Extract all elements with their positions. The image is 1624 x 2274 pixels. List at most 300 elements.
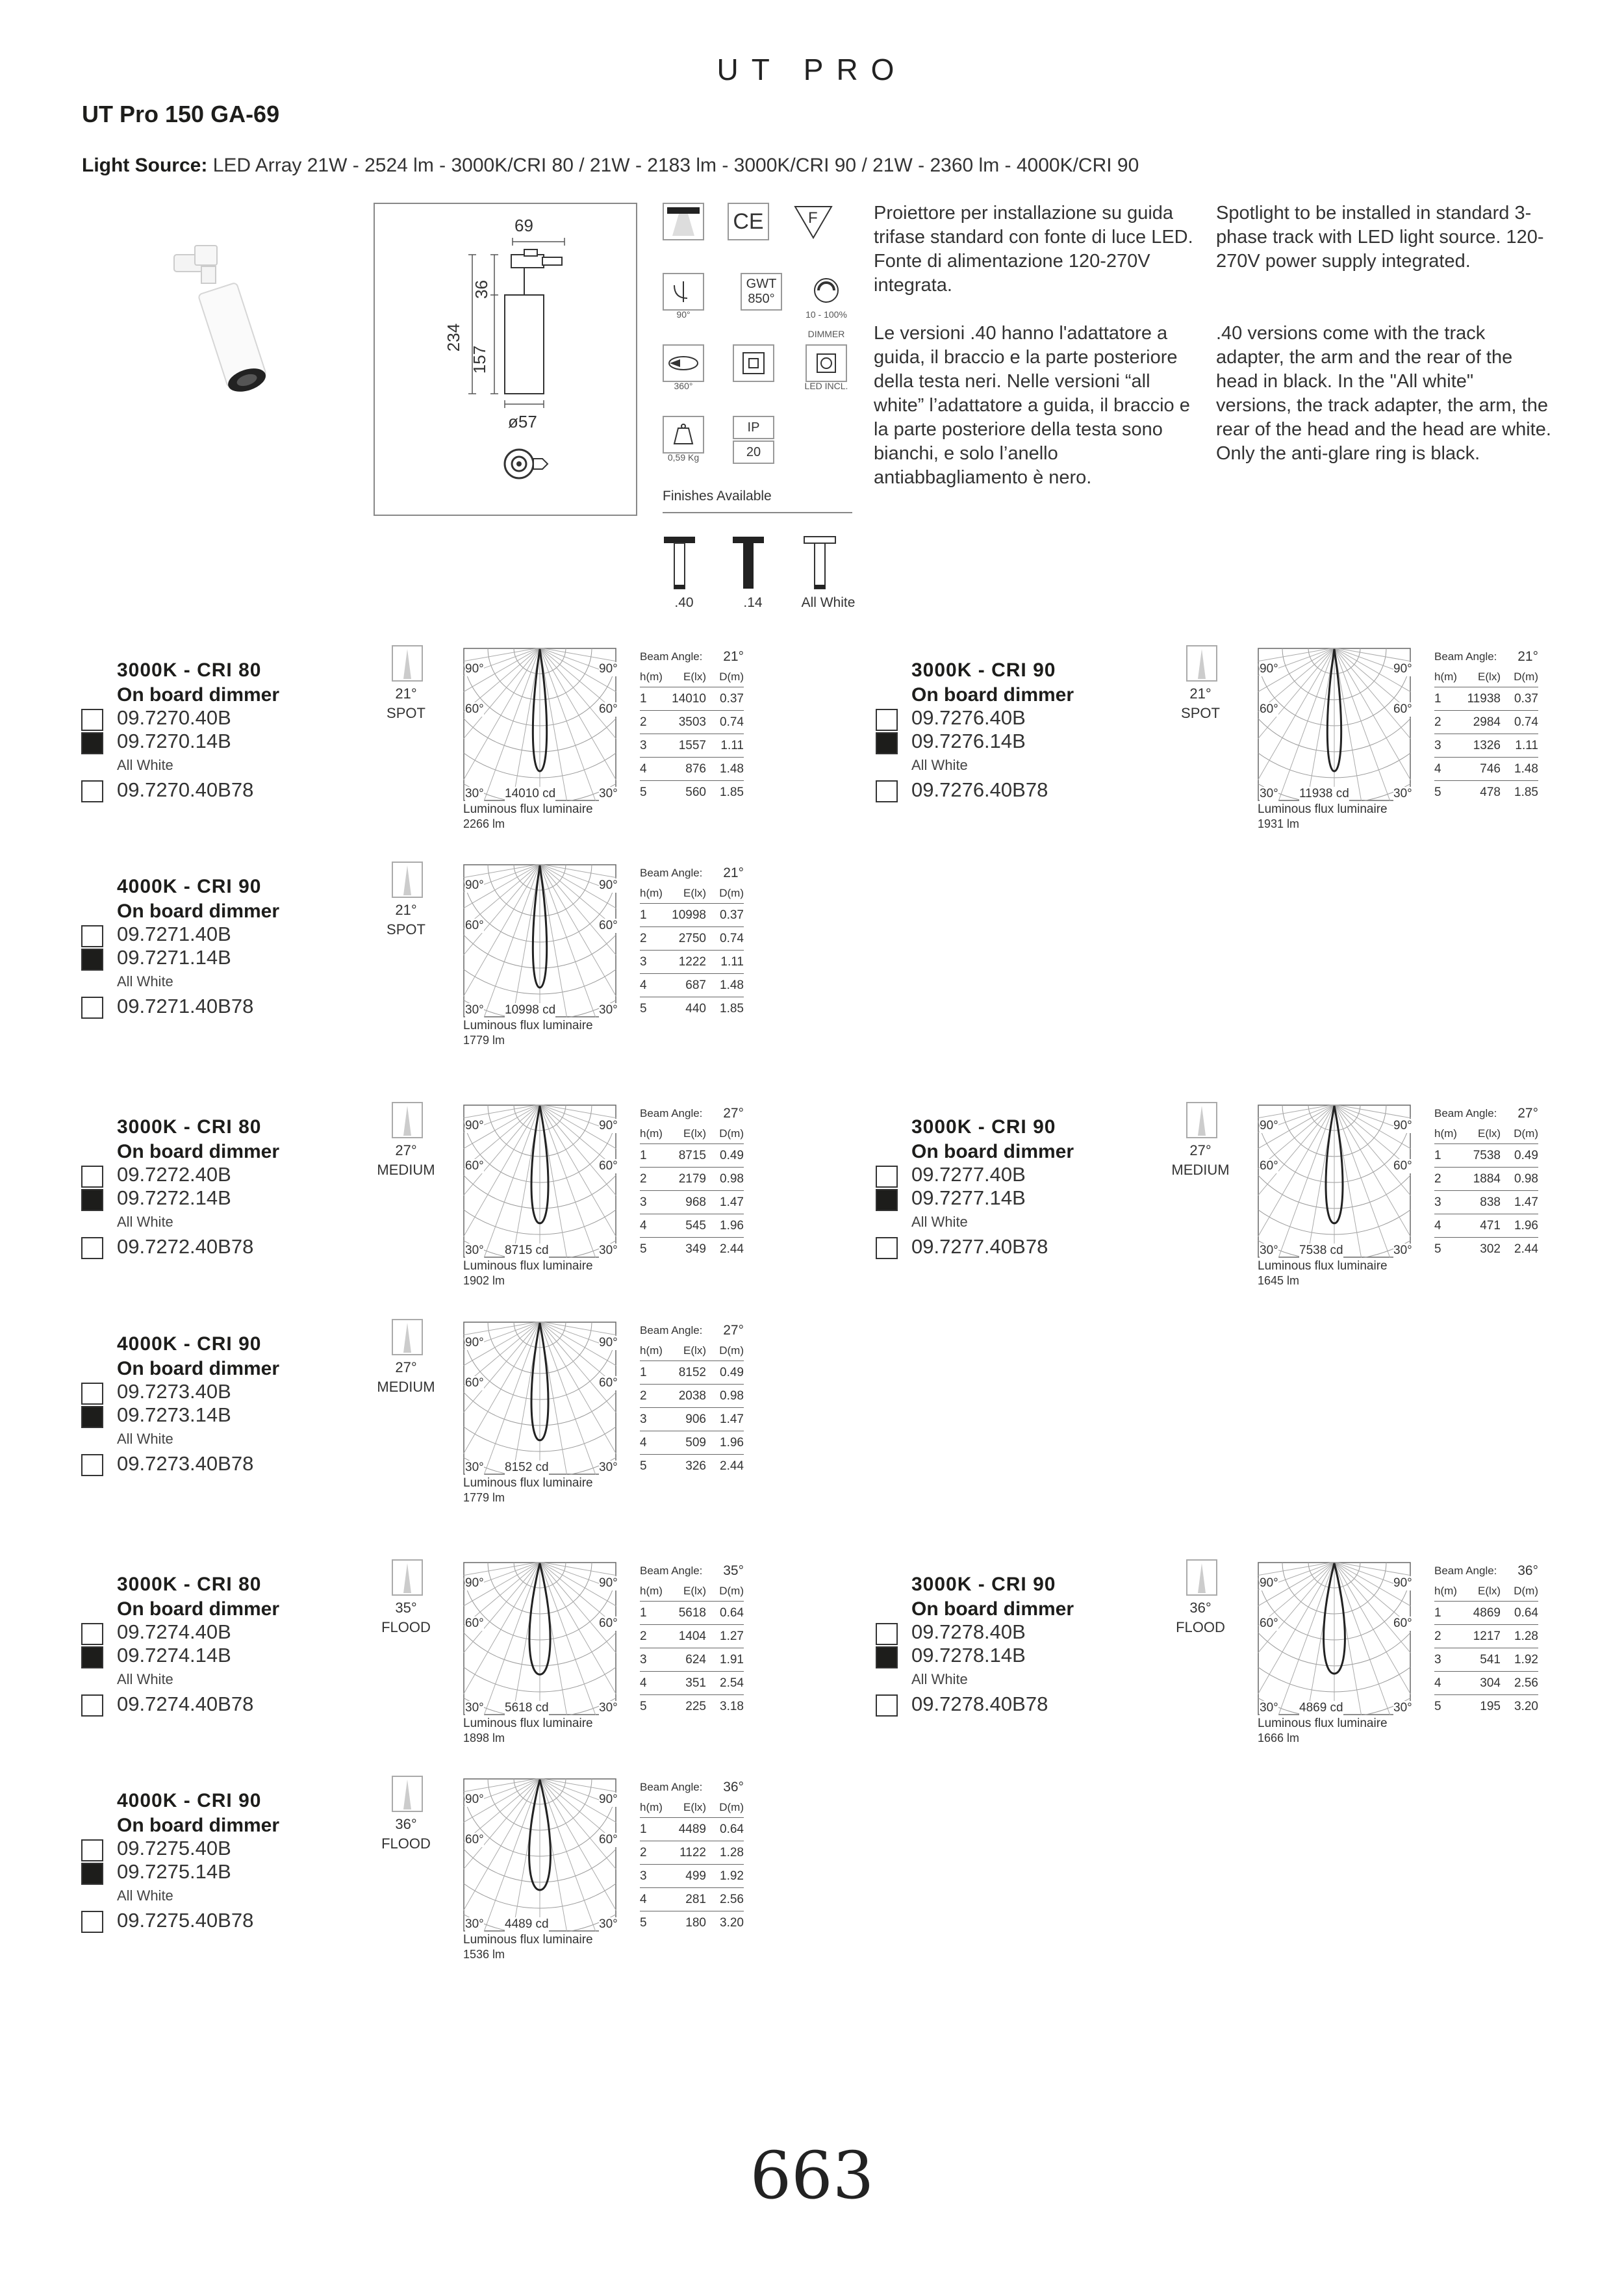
- cell-e: 1217: [1473, 1629, 1501, 1643]
- col-d: D(m): [719, 671, 744, 683]
- tilt-caption: 90°: [676, 309, 691, 320]
- beam-type: MEDIUM: [377, 1379, 435, 1395]
- col-e: E(lx): [1478, 1585, 1501, 1597]
- polar-label-30-left: 30°: [465, 1701, 484, 1715]
- cell-h: 3: [640, 1869, 647, 1883]
- cell-e: 471: [1480, 1218, 1501, 1233]
- ce-icon: CE: [728, 203, 769, 240]
- table-header: [640, 1341, 744, 1361]
- cell-e: 1222: [678, 954, 706, 969]
- table-row: [640, 1361, 744, 1385]
- polar-diagram: [1258, 1105, 1411, 1258]
- cell-h: 1: [1434, 1605, 1441, 1620]
- variant-title: 3000K - CRI 80: [117, 1574, 262, 1595]
- beam-degree: 27°: [395, 1142, 417, 1158]
- col-d: D(m): [1514, 1127, 1538, 1140]
- col-h: h(m): [640, 1127, 663, 1140]
- table-header: [640, 1124, 744, 1144]
- finish-40-checkbox[interactable]: [81, 1839, 103, 1861]
- all-white-label: All White: [911, 757, 968, 773]
- beam-angle-value: 21°: [1517, 649, 1538, 664]
- beam-angle-value: 36°: [723, 1780, 744, 1795]
- description-en-1: Spotlight to be installed in standard 3-phase track with LED light source. 120-270V power supply integrated.: [1216, 203, 1544, 272]
- beam-angle-label: Beam Angle:: [640, 650, 703, 663]
- all-white-checkbox[interactable]: [876, 1237, 898, 1259]
- polar-label-60-left: 60°: [1260, 702, 1278, 716]
- col-e: E(lx): [683, 671, 706, 683]
- table-header: [640, 667, 744, 687]
- finish-14-checkbox[interactable]: [876, 1646, 898, 1668]
- finish-14-checkbox[interactable]: [81, 1646, 103, 1668]
- luminous-flux-value: 1666 lm: [1258, 1731, 1300, 1744]
- table-row: [640, 1648, 744, 1672]
- beam-type: SPOT: [387, 921, 425, 938]
- table-row: [1434, 1191, 1538, 1214]
- product-code: 09.7278.14B: [911, 1644, 1026, 1667]
- col-e: E(lx): [1478, 671, 1501, 683]
- cell-e: 11938: [1467, 691, 1501, 706]
- cell-d: 0.37: [720, 908, 744, 922]
- polar-diagram: [463, 1562, 616, 1715]
- polar-label-60-right: 60°: [599, 1376, 618, 1390]
- cell-d: 0.74: [720, 715, 744, 729]
- photometric-table: [640, 1320, 744, 1477]
- all-white-checkbox[interactable]: [81, 1237, 103, 1259]
- cell-h: 1: [640, 1822, 647, 1836]
- polar-label-30-right: 30°: [1393, 1244, 1412, 1257]
- polar-label-30-left: 30°: [1260, 787, 1278, 800]
- cell-h: 2: [640, 715, 647, 729]
- table-row: [640, 734, 744, 758]
- polar-diagram: [463, 864, 616, 1017]
- cell-d: 1.47: [1514, 1195, 1538, 1209]
- cell-e: 8715: [678, 1148, 706, 1162]
- polar-label-30-left: 30°: [465, 1003, 484, 1017]
- cell-h: 4: [640, 978, 647, 992]
- polar-label-60-right: 60°: [599, 1833, 618, 1846]
- cell-e: 499: [685, 1869, 706, 1883]
- variant-title: 3000K - CRI 90: [911, 1574, 1056, 1595]
- dimmer-label: On board dimmer: [117, 1141, 280, 1162]
- luminous-flux-value: 1536 lm: [463, 1948, 505, 1961]
- all-white-checkbox[interactable]: [876, 1694, 898, 1717]
- product-code: 09.7274.14B: [117, 1644, 231, 1667]
- cell-d: 1.48: [720, 978, 744, 992]
- polar-label-60-right: 60°: [599, 702, 618, 716]
- photometric-table: [1434, 1561, 1538, 1718]
- cell-d: 2.54: [720, 1676, 744, 1690]
- all-white-checkbox[interactable]: [81, 1911, 103, 1933]
- product-code: 09.7271.14B: [117, 946, 231, 969]
- col-e: E(lx): [683, 1585, 706, 1597]
- col-h: h(m): [640, 1585, 663, 1597]
- luminous-flux-value: 1645 lm: [1258, 1274, 1300, 1287]
- col-d: D(m): [719, 1801, 744, 1813]
- dim-157: 157: [470, 345, 490, 374]
- finish-14-checkbox[interactable]: [876, 732, 898, 754]
- product-code: 09.7272.40B: [117, 1163, 231, 1186]
- cell-d: 1.11: [720, 738, 744, 752]
- product-title: UT Pro 150 GA-69: [82, 101, 280, 127]
- dimmer-label: On board dimmer: [911, 1141, 1074, 1162]
- polar-max-intensity: 5618 cd: [505, 1701, 549, 1715]
- luminous-flux-value: 1898 lm: [463, 1731, 505, 1744]
- dimmer-label: DIMMER: [807, 329, 845, 339]
- table-row: [640, 1865, 744, 1888]
- variant-title: 4000K - CRI 90: [117, 1333, 262, 1355]
- table-row: [640, 1455, 744, 1477]
- table-row: [640, 781, 744, 804]
- photometric-table: [640, 646, 744, 804]
- polar-label-60-right: 60°: [599, 1159, 618, 1173]
- beam-angle-row: [640, 863, 744, 884]
- beam-angle-icon: [392, 1319, 423, 1355]
- led-label: LED INCL.: [804, 381, 848, 391]
- cell-e: 876: [685, 761, 706, 776]
- finish-14-checkbox[interactable]: [81, 1863, 103, 1885]
- table-header: [640, 1581, 744, 1602]
- polar-label-90-right: 90°: [599, 1119, 618, 1132]
- rotation-caption: 360°: [674, 381, 693, 391]
- polar-max-intensity: 10998 cd: [505, 1003, 556, 1017]
- finish-40-checkbox[interactable]: [81, 1623, 103, 1645]
- table-row: [1434, 758, 1538, 781]
- cell-e: 1326: [1473, 738, 1501, 752]
- cell-e: 687: [685, 978, 706, 992]
- polar-label-90-left: 90°: [465, 1336, 484, 1349]
- cell-e: 4869: [1473, 1605, 1501, 1620]
- polar-diagram: [463, 1322, 616, 1475]
- description-en-2: .40 versions come with the track adapter, the arm and the rear of the head in black. In the "All white" versions, the track adapter, the arm, the rear of the head and the head are white. Only the anti-glare ring is black.: [1216, 323, 1551, 464]
- col-h: h(m): [640, 887, 663, 899]
- product-code: 09.7278.40B78: [911, 1693, 1048, 1715]
- variant-block: [81, 865, 828, 1084]
- cell-d: 0.49: [1514, 1148, 1538, 1162]
- cell-h: 5: [1434, 785, 1441, 799]
- dimmer-label: On board dimmer: [911, 1598, 1074, 1620]
- polar-max-intensity: 4869 cd: [1299, 1701, 1343, 1715]
- col-e: E(lx): [1478, 1127, 1501, 1140]
- finish-40-checkbox[interactable]: [876, 1166, 898, 1188]
- beam-angle-label: Beam Angle:: [1434, 1565, 1497, 1577]
- photometric-table: [640, 1777, 744, 1934]
- polar-label-30-right: 30°: [599, 1003, 618, 1017]
- cell-h: 2: [1434, 1629, 1441, 1643]
- finishes-illustration: [656, 533, 864, 594]
- luminous-flux-value: 1779 lm: [463, 1034, 505, 1047]
- beam-degree: 21°: [395, 902, 417, 918]
- polar-diagram: [1258, 1562, 1411, 1715]
- polar-max-intensity: 8715 cd: [505, 1244, 549, 1257]
- col-e: E(lx): [683, 1127, 706, 1140]
- finish-all-white: All White: [801, 595, 856, 610]
- finish-14-checkbox[interactable]: [81, 732, 103, 754]
- cell-h: 3: [640, 1652, 647, 1667]
- table-header: [640, 1798, 744, 1818]
- polar-label-30-left: 30°: [465, 787, 484, 800]
- cell-e: 8152: [678, 1365, 706, 1379]
- finish-40: .40: [674, 595, 694, 610]
- all-white-label: All White: [117, 1214, 173, 1230]
- led-icon: [806, 344, 847, 382]
- table-row: [1434, 1214, 1538, 1238]
- cell-d: 0.49: [720, 1148, 744, 1162]
- cell-h: 2: [640, 931, 647, 945]
- table-row: [640, 1888, 744, 1911]
- polar-label-60-left: 60°: [465, 1159, 484, 1173]
- table-row: [640, 1841, 744, 1865]
- light-source-text: LED Array 21W - 2524 lm - 3000K/CRI 80 / 21W - 2183 lm - 3000K/CRI 90 / 21W - 2360 lm - 4000K/CRI 90: [212, 155, 1139, 176]
- cell-h: 5: [640, 1242, 647, 1256]
- product-code: 09.7278.40B: [911, 1620, 1026, 1643]
- beam-angle-row: [640, 1777, 744, 1798]
- polar-label-90-right: 90°: [599, 662, 618, 676]
- luminous-flux-value: 1779 lm: [463, 1491, 505, 1504]
- all-white-checkbox[interactable]: [81, 1694, 103, 1717]
- beam-angle-value: 21°: [723, 865, 744, 880]
- col-h: h(m): [640, 1801, 663, 1813]
- all-white-checkbox[interactable]: [876, 780, 898, 802]
- cell-d: 1.48: [1514, 761, 1538, 776]
- polar-max-intensity: 14010 cd: [505, 787, 556, 800]
- beam-type: FLOOD: [381, 1835, 431, 1852]
- polar-label-90-left: 90°: [465, 1793, 484, 1806]
- col-e: E(lx): [683, 1344, 706, 1357]
- cell-d: 1.47: [720, 1195, 744, 1209]
- cell-e: 560: [685, 785, 706, 799]
- all-white-checkbox[interactable]: [81, 1454, 103, 1476]
- cell-e: 195: [1480, 1699, 1501, 1713]
- cell-d: 0.64: [720, 1605, 744, 1620]
- brand-heading: UT PRO: [717, 53, 907, 86]
- beam-angle-value: 36°: [1517, 1563, 1538, 1578]
- polar-label-60-right: 60°: [1393, 1616, 1412, 1630]
- product-code: 09.7270.40B: [117, 706, 231, 729]
- polar-label-60-left: 60°: [465, 702, 484, 716]
- beam-angle-value: 27°: [1517, 1106, 1538, 1121]
- luminous-flux-value: 1902 lm: [463, 1274, 505, 1287]
- cell-d: 0.98: [720, 1171, 744, 1186]
- product-code: 09.7277.40B: [911, 1163, 1026, 1186]
- beam-angle-value: 27°: [723, 1106, 744, 1121]
- track-icon: [663, 203, 704, 240]
- cell-e: 304: [1480, 1676, 1501, 1690]
- polar-diagram: [1258, 648, 1411, 801]
- table-header: [1434, 667, 1538, 687]
- col-d: D(m): [719, 887, 744, 899]
- table-row: [640, 758, 744, 781]
- weight-caption: 0,59 Kg: [667, 452, 700, 463]
- luminous-flux-label: Luminous flux luminaire: [1258, 802, 1388, 816]
- dimmer-label: On board dimmer: [117, 1598, 280, 1620]
- all-white-label: All White: [117, 973, 173, 990]
- cell-d: 0.74: [1514, 715, 1538, 729]
- col-d: D(m): [719, 1344, 744, 1357]
- table-row: [640, 1385, 744, 1408]
- cell-e: 3503: [678, 715, 706, 729]
- polar-diagram: [463, 1105, 616, 1258]
- luminous-flux-label: Luminous flux luminaire: [463, 1476, 593, 1490]
- class-icon: [733, 344, 774, 382]
- finish-14: .14: [743, 595, 763, 610]
- cell-e: 545: [685, 1218, 706, 1233]
- cell-h: 4: [1434, 1676, 1441, 1690]
- beam-degree: 27°: [1189, 1142, 1212, 1158]
- cell-h: 5: [1434, 1242, 1441, 1256]
- finish-40-checkbox[interactable]: [81, 1383, 103, 1405]
- product-code: 09.7274.40B78: [117, 1693, 254, 1715]
- ip-value: 20: [733, 441, 774, 464]
- beam-angle-icon: [1186, 1102, 1217, 1138]
- variant-title: 3000K - CRI 90: [911, 659, 1056, 681]
- variant-title: 3000K - CRI 80: [117, 1116, 262, 1138]
- table-row: [640, 1168, 744, 1191]
- polar-label-60-left: 60°: [465, 919, 484, 932]
- cell-e: 746: [1480, 761, 1501, 776]
- luminous-flux-label: Luminous flux luminaire: [1258, 1259, 1388, 1273]
- variant-title: 3000K - CRI 80: [117, 659, 262, 681]
- col-d: D(m): [1514, 1585, 1538, 1597]
- cell-e: 225: [685, 1699, 706, 1713]
- table-row: [640, 951, 744, 974]
- cell-e: 349: [685, 1242, 706, 1256]
- cell-d: 0.49: [720, 1365, 744, 1379]
- cell-h: 2: [640, 1388, 647, 1403]
- all-white-label: All White: [911, 1214, 968, 1230]
- beam-angle-label: Beam Angle:: [1434, 1107, 1497, 1119]
- table-row: [1434, 734, 1538, 758]
- product-code: 09.7271.40B78: [117, 995, 254, 1017]
- cell-d: 0.37: [720, 691, 744, 706]
- finish-40-checkbox[interactable]: [876, 1623, 898, 1645]
- cell-d: 1.28: [720, 1845, 744, 1859]
- product-code: 09.7275.40B: [117, 1837, 231, 1859]
- cell-e: 624: [685, 1652, 706, 1667]
- beam-angle-row: [1434, 646, 1538, 667]
- cell-e: 2984: [1473, 715, 1501, 729]
- all-white-checkbox[interactable]: [81, 997, 103, 1019]
- cell-e: 509: [685, 1435, 706, 1450]
- table-row: [1434, 1648, 1538, 1672]
- beam-angle-row: [1434, 1103, 1538, 1124]
- photometric-table: [1434, 646, 1538, 804]
- cell-h: 4: [640, 1218, 647, 1233]
- photometric-table: [1434, 1103, 1538, 1260]
- cell-d: 1.11: [720, 954, 744, 969]
- table-row: [640, 1625, 744, 1648]
- finish-40-checkbox[interactable]: [81, 1166, 103, 1188]
- beam-type: SPOT: [387, 705, 425, 721]
- beam-angle-icon: [1186, 1559, 1217, 1596]
- col-d: D(m): [1514, 671, 1538, 683]
- all-white-label: All White: [117, 1671, 173, 1687]
- polar-label-60-left: 60°: [465, 1616, 484, 1630]
- cell-d: 1.85: [1514, 785, 1538, 799]
- beam-angle-row: [1434, 1561, 1538, 1581]
- cell-d: 3.18: [720, 1699, 744, 1713]
- finish-14-checkbox[interactable]: [81, 1406, 103, 1428]
- beam-type: MEDIUM: [1171, 1162, 1230, 1178]
- finish-14-checkbox[interactable]: [876, 1189, 898, 1211]
- finish-40-checkbox[interactable]: [81, 925, 103, 947]
- beam-type: SPOT: [1181, 705, 1220, 721]
- table-row: [640, 1144, 744, 1168]
- table-row: [1434, 1602, 1538, 1625]
- beam-angle-value: 27°: [723, 1323, 744, 1338]
- product-code: 09.7277.14B: [911, 1186, 1026, 1209]
- table-row: [640, 1818, 744, 1841]
- cell-d: 1.27: [720, 1629, 744, 1643]
- finish-40-checkbox[interactable]: [81, 709, 103, 731]
- beam-degree: 27°: [395, 1359, 417, 1375]
- variant-block: [876, 1563, 1623, 1782]
- cell-e: 14010: [672, 691, 706, 706]
- cell-e: 4489: [678, 1822, 706, 1836]
- product-code: 09.7272.14B: [117, 1186, 231, 1209]
- gwt-icon: GWT 850°: [741, 273, 782, 311]
- table-row: [1434, 1672, 1538, 1695]
- cell-h: 5: [640, 1459, 647, 1473]
- polar-label-90-left: 90°: [465, 878, 484, 892]
- cell-d: 1.85: [720, 785, 744, 799]
- table-row: [1434, 1625, 1538, 1648]
- variant-block: [81, 1563, 828, 1782]
- variant-title: 4000K - CRI 90: [117, 1790, 262, 1811]
- dim-diameter: ø57: [508, 412, 537, 431]
- luminous-flux-label: Luminous flux luminaire: [463, 802, 593, 816]
- cell-h: 1: [640, 1148, 647, 1162]
- table-row: [1434, 1695, 1538, 1718]
- finish-14-checkbox[interactable]: [81, 1189, 103, 1211]
- dimmer-icon: [806, 272, 847, 309]
- beam-angle-icon: [392, 862, 423, 898]
- beam-angle-row: [640, 1103, 744, 1124]
- variant-block: [876, 1106, 1623, 1324]
- cell-h: 2: [640, 1845, 647, 1859]
- f-mark-icon: F: [793, 203, 834, 240]
- table-row: [640, 927, 744, 951]
- photometric-table: [640, 1561, 744, 1718]
- cell-d: 1.92: [720, 1869, 744, 1883]
- cell-d: 0.37: [1514, 691, 1538, 706]
- finish-40-checkbox[interactable]: [876, 709, 898, 731]
- all-white-checkbox[interactable]: [81, 780, 103, 802]
- cell-d: 1.91: [720, 1652, 744, 1667]
- beam-type: FLOOD: [1176, 1619, 1225, 1635]
- cell-h: 3: [640, 1195, 647, 1209]
- polar-label-30-left: 30°: [465, 1244, 484, 1257]
- luminous-flux-value: 1931 lm: [1258, 817, 1300, 830]
- beam-degree: 36°: [395, 1816, 417, 1832]
- finish-14-checkbox[interactable]: [81, 949, 103, 971]
- polar-max-intensity: 7538 cd: [1299, 1244, 1343, 1257]
- product-code: 09.7273.14B: [117, 1403, 231, 1426]
- table-row: [640, 1602, 744, 1625]
- table-header: [1434, 1581, 1538, 1602]
- col-h: h(m): [640, 671, 663, 683]
- beam-degree: 36°: [1189, 1600, 1212, 1616]
- product-code: 09.7275.40B78: [117, 1909, 254, 1932]
- beam-angle-row: [640, 1320, 744, 1341]
- polar-label-90-right: 90°: [599, 1576, 618, 1590]
- polar-label-90-left: 90°: [465, 662, 484, 676]
- table-row: [1434, 1168, 1538, 1191]
- dimmer-label: On board dimmer: [911, 684, 1074, 706]
- dimmer-label: On board dimmer: [117, 901, 280, 922]
- product-code: 09.7272.40B78: [117, 1235, 254, 1258]
- cell-e: 478: [1480, 785, 1501, 799]
- polar-label-30-right: 30°: [1393, 787, 1412, 800]
